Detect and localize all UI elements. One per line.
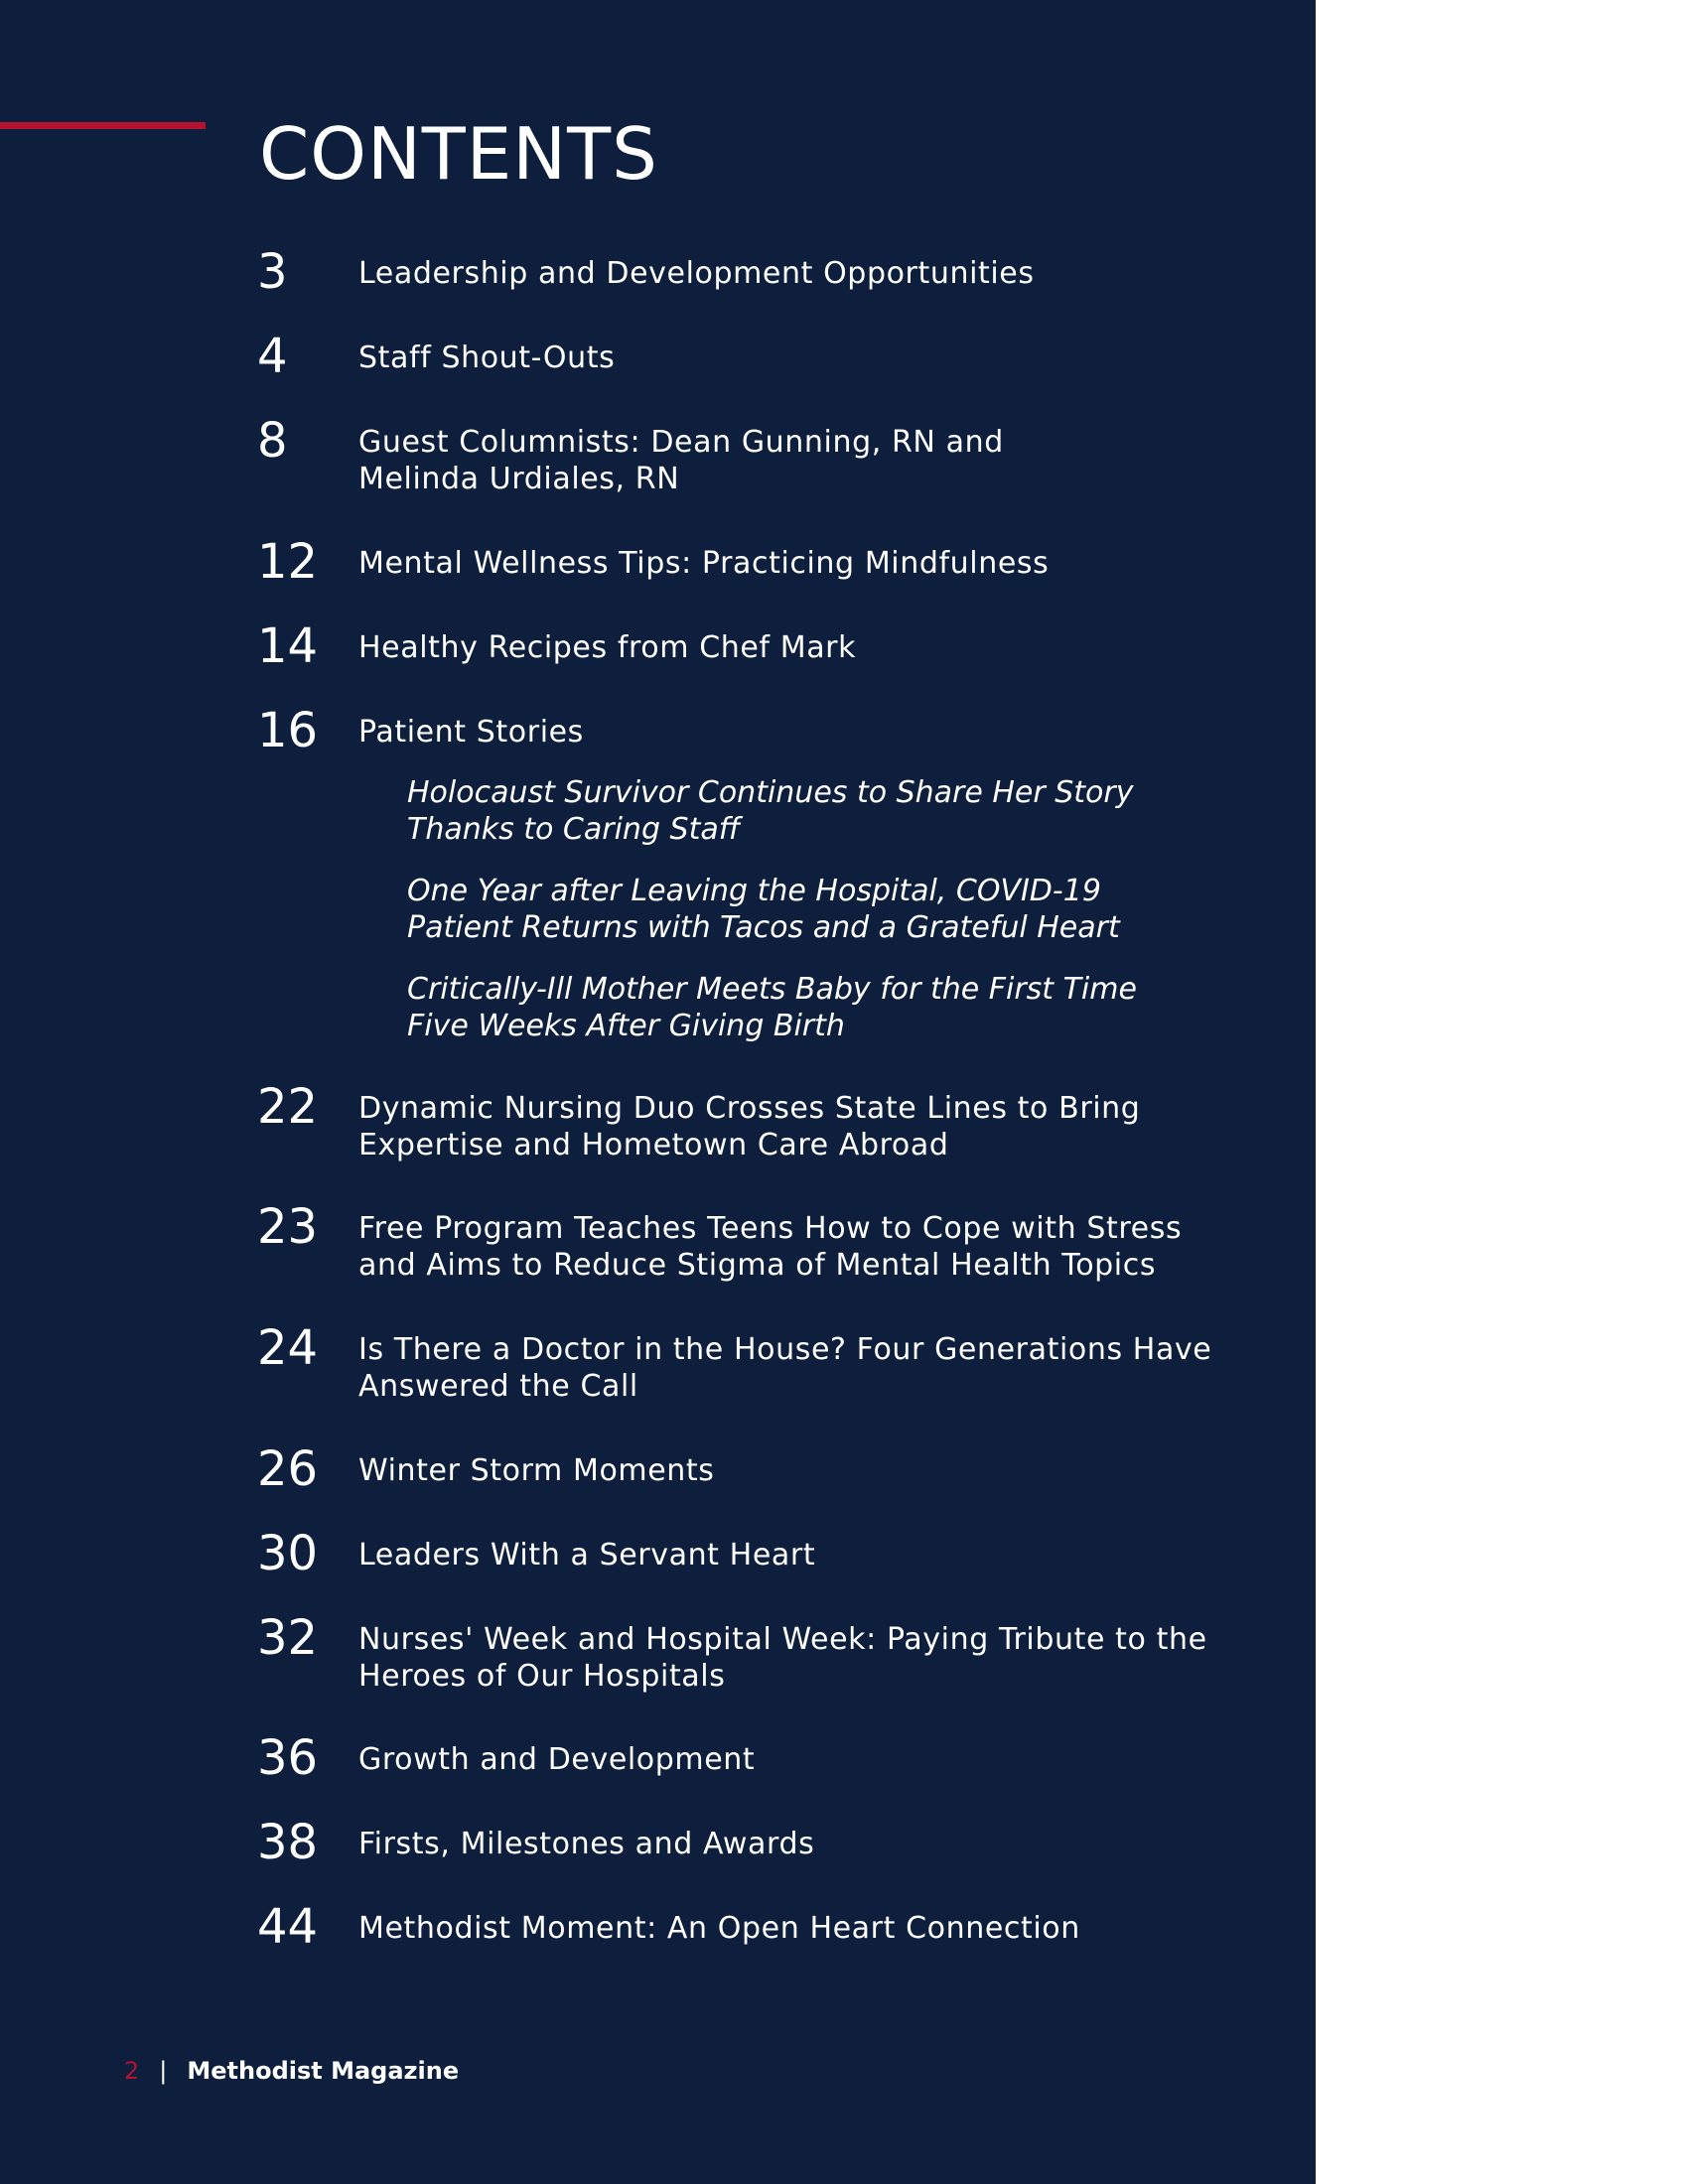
toc-page-number: 12 <box>257 534 319 590</box>
toc-page-number: 44 <box>257 1899 319 1955</box>
toc-title[interactable]: Guest Columnists: Dean Gunning, RN and Melinda Urdiales, RN <box>358 425 1004 496</box>
toc-page-number: 8 <box>257 413 288 469</box>
toc-page-number: 32 <box>257 1610 319 1666</box>
toc-page-number: 30 <box>257 1526 319 1581</box>
toc-page-number: 36 <box>257 1730 319 1786</box>
toc-page-number: 26 <box>257 1441 319 1497</box>
toc-title[interactable]: Leaders With a Servant Heart <box>358 1538 816 1572</box>
toc-page-number: 23 <box>257 1199 319 1255</box>
toc-page-number: 3 <box>257 244 288 300</box>
footer-page-number: 2 <box>124 2057 140 2085</box>
accent-rule <box>0 122 206 129</box>
toc-title[interactable]: Mental Wellness Tips: Practicing Mindfulness <box>358 546 1050 581</box>
patient-story-item[interactable]: Holocaust Survivor Continues to Share Her Story Thanks to Caring Staff <box>407 775 1134 847</box>
page-title: CONTENTS <box>259 112 658 196</box>
patient-story-item[interactable]: One Year after Leaving the Hospital, COVID-19 Patient Returns with Tacos and a Grateful Heart <box>407 874 1120 945</box>
toc-title[interactable]: Growth and Development <box>358 1742 756 1777</box>
page-footer <box>124 2055 459 2087</box>
toc-title[interactable]: Healthy Recipes from Chef Mark <box>358 630 857 665</box>
toc-title[interactable]: Dynamic Nursing Duo Crosses State Lines to Bring Expertise and Hometown Care Abroad <box>358 1091 1141 1162</box>
toc-title[interactable]: Staff Shout-Outs <box>358 341 616 375</box>
toc-page-number: 4 <box>257 329 288 384</box>
toc-title[interactable]: Nurses' Week and Hospital Week: Paying Tribute to the Heroes of Our Hospitals <box>358 1622 1207 1694</box>
toc-title[interactable]: Winter Storm Moments <box>358 1453 715 1488</box>
toc-title[interactable]: Patient Stories <box>358 715 584 750</box>
toc-title[interactable]: Leadership and Development Opportunities <box>358 256 1035 291</box>
toc-title[interactable]: Is There a Doctor in the House? Four Generations Have Answered the Call <box>358 1332 1212 1404</box>
footer-magazine-name: Methodist Magazine <box>187 2057 460 2085</box>
toc-page-number: 16 <box>257 703 319 758</box>
footer-separator: | <box>159 2057 168 2085</box>
toc-page-number: 22 <box>257 1079 319 1135</box>
patient-story-item[interactable]: Critically-Ill Mother Meets Baby for the First Time Five Weeks After Giving Birth <box>407 972 1137 1043</box>
toc-page-number: 14 <box>257 618 319 674</box>
toc-title[interactable]: Firsts, Milestones and Awards <box>358 1827 815 1861</box>
toc-page-number: 24 <box>257 1320 319 1376</box>
toc-page-number: 38 <box>257 1815 319 1870</box>
toc-title[interactable]: Methodist Moment: An Open Heart Connection <box>358 1911 1080 1946</box>
toc-title[interactable]: Free Program Teaches Teens How to Cope with Stress and Aims to Reduce Stigma of Mental Health Topics <box>358 1211 1183 1283</box>
